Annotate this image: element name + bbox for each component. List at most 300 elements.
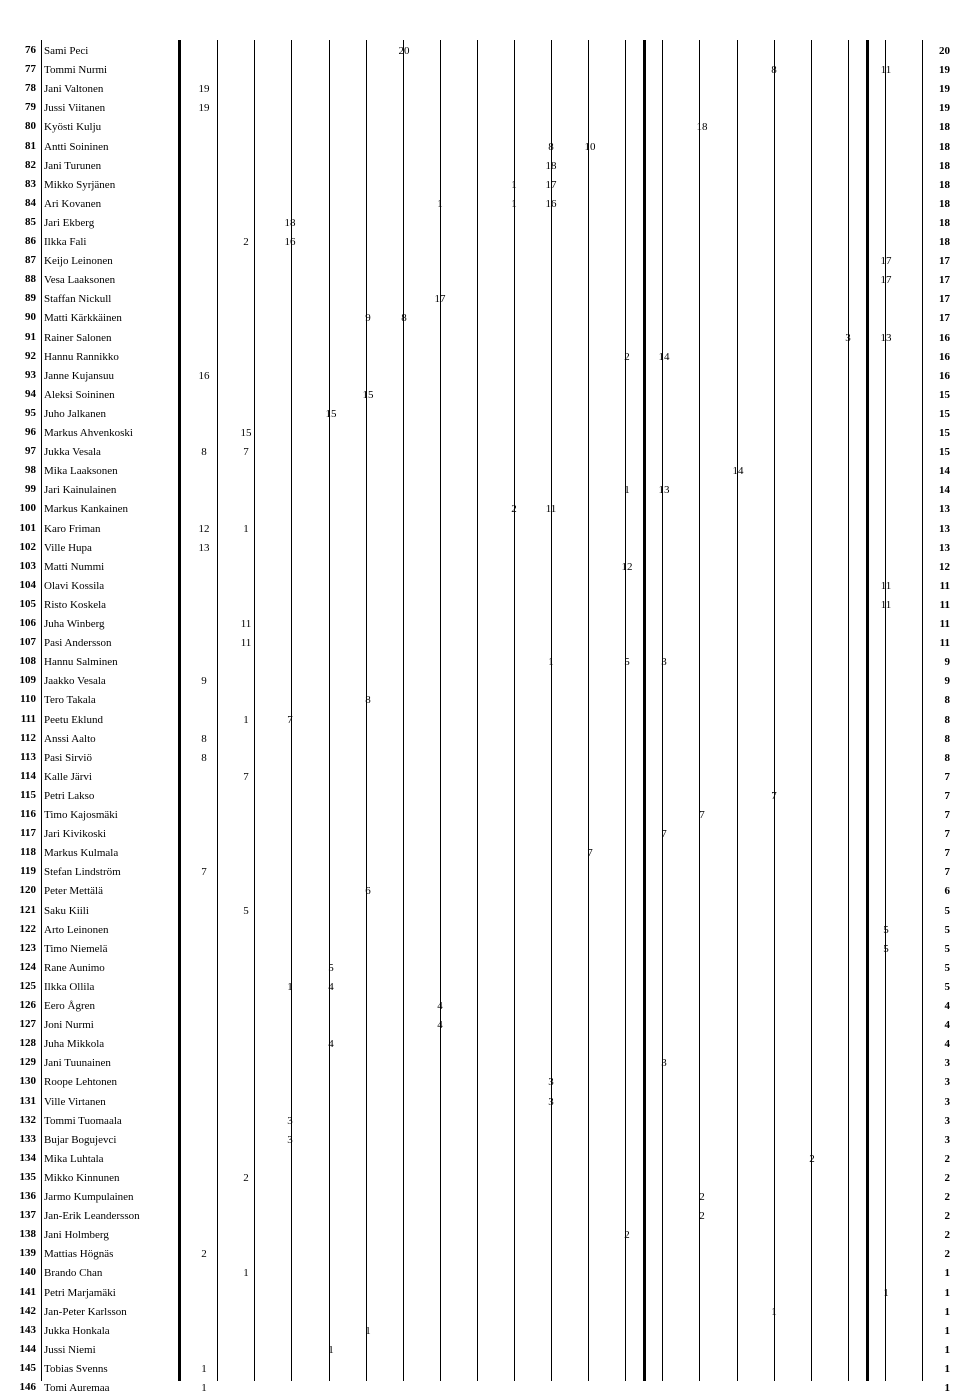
grid-line-thick xyxy=(178,40,181,1381)
grid-line-thick xyxy=(866,40,869,1381)
player-name: Kyösti Kulju xyxy=(44,121,102,134)
grid-line xyxy=(885,40,886,1381)
rank-number: 91 xyxy=(25,330,36,343)
rank-number: 129 xyxy=(19,1056,36,1069)
total-points: 7 xyxy=(944,770,950,783)
total-points: 7 xyxy=(944,866,950,879)
player-name: Jani Tuunainen xyxy=(44,1057,111,1070)
points-cell: 4 xyxy=(437,1019,443,1032)
player-name: Keijo Leinonen xyxy=(44,255,113,268)
player-name: Timo Kajosmäki xyxy=(44,809,118,821)
grid-line xyxy=(440,40,441,1381)
rank-number: 84 xyxy=(25,196,36,209)
rank-number: 143 xyxy=(19,1323,36,1336)
player-name: Tommi Tuomaala xyxy=(44,1114,122,1127)
rank-number: 114 xyxy=(20,769,36,782)
total-points: 13 xyxy=(939,503,950,516)
points-cell: 4 xyxy=(328,980,334,993)
player-name: Aleksi Soininen xyxy=(44,388,115,401)
points-cell: 2 xyxy=(699,1191,705,1203)
points-cell: 8 xyxy=(548,140,554,153)
points-cell: 16 xyxy=(545,197,557,210)
player-name: Roope Lehtonen xyxy=(44,1076,118,1089)
total-points: 4 xyxy=(944,1000,950,1012)
points-cell: 19 xyxy=(198,83,210,96)
rank-number: 140 xyxy=(19,1266,36,1279)
total-points: 8 xyxy=(944,751,950,764)
rank-number: 86 xyxy=(25,235,36,247)
rank-number: 135 xyxy=(19,1170,36,1183)
points-cell: 3 xyxy=(548,1076,554,1089)
player-name: Stefan Lindström xyxy=(44,866,121,879)
points-cell: 19 xyxy=(198,102,210,115)
player-name: Ilkka Fali xyxy=(44,236,87,248)
rank-number: 120 xyxy=(19,884,36,897)
rank-number: 139 xyxy=(19,1247,36,1260)
rank-number: 118 xyxy=(20,846,36,859)
points-cell: 2 xyxy=(243,236,249,248)
player-name: Mika Luhtala xyxy=(44,1152,104,1165)
total-points: 15 xyxy=(939,427,950,439)
rank-number: 128 xyxy=(19,1037,36,1050)
player-name: Hannu Salminen xyxy=(44,656,118,669)
player-name: Juho Jalkanen xyxy=(44,407,107,420)
player-name: Jani Holmberg xyxy=(44,1229,109,1242)
points-cell: 12 xyxy=(198,522,210,535)
rank-number: 116 xyxy=(20,808,36,820)
rank-number: 121 xyxy=(19,903,36,916)
rank-number: 83 xyxy=(25,177,36,190)
rank-number: 142 xyxy=(19,1304,36,1317)
player-name: Karo Friman xyxy=(44,522,101,535)
grid-line xyxy=(551,40,552,1381)
total-points: 16 xyxy=(939,369,950,382)
total-points: 18 xyxy=(939,216,950,229)
total-points: 17 xyxy=(939,255,950,268)
points-cell: 3 xyxy=(287,1133,293,1146)
rank-number: 78 xyxy=(25,82,36,95)
rank-number: 77 xyxy=(25,63,36,76)
grid-line xyxy=(41,40,42,1381)
total-points: 12 xyxy=(939,560,950,573)
total-points: 2 xyxy=(944,1229,950,1242)
player-name: Staffan Nickull xyxy=(44,293,112,306)
total-points: 3 xyxy=(944,1076,950,1089)
rank-number: 107 xyxy=(19,636,36,649)
points-cell: 1 xyxy=(243,713,249,726)
grid-line xyxy=(403,40,404,1381)
rank-number: 115 xyxy=(20,788,36,801)
points-cell: 14 xyxy=(732,465,744,478)
points-cell: 1 xyxy=(201,1382,207,1394)
rank-number: 98 xyxy=(25,464,36,477)
points-cell: 5 xyxy=(328,961,334,974)
rank-number: 100 xyxy=(19,502,36,515)
total-points: 18 xyxy=(939,236,950,248)
total-points: 7 xyxy=(944,828,950,841)
points-cell: 5 xyxy=(624,656,630,669)
player-name: Eero Ågren xyxy=(44,1000,96,1012)
rank-number: 117 xyxy=(20,827,36,840)
total-points: 7 xyxy=(944,847,950,860)
points-cell: 2 xyxy=(243,1171,249,1184)
rank-number: 137 xyxy=(19,1209,36,1222)
rank-number: 92 xyxy=(25,349,36,362)
points-cell: 2 xyxy=(624,1229,630,1242)
rank-number: 136 xyxy=(19,1190,36,1202)
points-cell: 15 xyxy=(362,388,374,401)
player-name: Mikko Kinnunen xyxy=(44,1171,120,1184)
rank-number: 146 xyxy=(19,1381,36,1393)
points-cell: 4 xyxy=(328,1038,334,1051)
player-name: Ilkka Ollila xyxy=(44,980,95,993)
grid-line xyxy=(848,40,849,1381)
total-points: 18 xyxy=(939,159,950,172)
total-points: 9 xyxy=(944,675,950,688)
player-name: Jari Kainulainen xyxy=(44,484,117,497)
player-name: Jukka Honkala xyxy=(44,1324,110,1337)
total-points: 1 xyxy=(944,1305,950,1318)
points-cell: 7 xyxy=(201,866,207,879)
rank-number: 124 xyxy=(19,960,36,973)
rank-number: 145 xyxy=(19,1361,36,1374)
total-points: 19 xyxy=(939,83,950,96)
points-cell: 1 xyxy=(511,197,517,210)
player-name: Juha Winberg xyxy=(44,618,105,630)
rank-number: 104 xyxy=(19,578,36,591)
player-name: Kalle Järvi xyxy=(44,770,92,783)
player-name: Ari Kovanen xyxy=(44,197,102,210)
rank-number: 76 xyxy=(25,44,36,56)
grid-line xyxy=(625,40,626,1381)
grid-line xyxy=(329,40,330,1381)
rank-number: 113 xyxy=(20,750,36,763)
rank-number: 126 xyxy=(19,999,36,1011)
points-cell: 3 xyxy=(845,331,851,344)
player-name: Ville Virtanen xyxy=(44,1095,106,1108)
total-points: 11 xyxy=(939,637,950,650)
points-cell: 16 xyxy=(198,369,210,382)
total-points: 7 xyxy=(944,789,950,802)
total-points: 1 xyxy=(944,1267,950,1280)
points-cell: 1 xyxy=(243,1267,249,1280)
points-cell: 8 xyxy=(771,64,777,77)
points-cell: 1 xyxy=(437,197,443,210)
points-cell: 15 xyxy=(325,407,337,420)
player-name: Jani Valtonen xyxy=(44,83,104,96)
rank-number: 125 xyxy=(19,979,36,992)
points-cell: 2 xyxy=(809,1152,815,1165)
total-points: 11 xyxy=(939,579,950,592)
rank-number: 110 xyxy=(20,693,36,706)
player-name: Markus Ahvenkoski xyxy=(44,427,133,439)
rank-number: 101 xyxy=(19,521,36,534)
rank-number: 123 xyxy=(19,941,36,954)
rank-number: 108 xyxy=(19,655,36,668)
rank-number: 95 xyxy=(25,406,36,419)
points-cell: 5 xyxy=(883,923,889,936)
grid-line xyxy=(699,40,700,1381)
points-cell: 4 xyxy=(437,1000,443,1012)
points-cell: 18 xyxy=(284,216,296,229)
total-points: 1 xyxy=(944,1286,950,1299)
points-cell: 1 xyxy=(883,1286,889,1299)
player-name: Olavi Kossila xyxy=(44,579,105,592)
player-name: Tero Takala xyxy=(44,694,96,707)
points-cell: 1 xyxy=(287,980,293,993)
rank-number: 109 xyxy=(19,674,36,687)
rank-number: 132 xyxy=(19,1113,36,1126)
points-cell: 2 xyxy=(511,503,517,516)
total-points: 13 xyxy=(939,522,950,535)
grid-line-thick xyxy=(643,40,646,1381)
total-points: 2 xyxy=(944,1191,950,1203)
player-name: Markus Kankainen xyxy=(44,503,129,516)
total-points: 1 xyxy=(944,1324,950,1337)
player-name: Pasi Sirviö xyxy=(44,751,92,764)
grid-line xyxy=(217,40,218,1381)
player-name: Arto Leinonen xyxy=(44,923,109,936)
player-name: Peter Mettälä xyxy=(44,885,103,898)
points-cell: 1 xyxy=(548,656,554,669)
grid-line xyxy=(737,40,738,1381)
points-cell: 17 xyxy=(434,293,446,306)
total-points: 2 xyxy=(944,1248,950,1261)
total-points: 3 xyxy=(944,1114,950,1127)
rank-number: 127 xyxy=(19,1018,36,1031)
points-cell: 7 xyxy=(699,809,705,821)
rank-number: 99 xyxy=(25,483,36,496)
player-name: Brando Chan xyxy=(44,1267,103,1280)
points-cell: 1 xyxy=(511,178,517,191)
rank-number: 88 xyxy=(25,273,36,286)
points-cell: 1 xyxy=(365,1324,371,1337)
total-points: 6 xyxy=(944,885,950,898)
grid-line xyxy=(774,40,775,1381)
total-points: 16 xyxy=(939,350,950,363)
total-points: 14 xyxy=(939,465,950,478)
total-points: 4 xyxy=(944,1019,950,1032)
rank-number: 130 xyxy=(19,1075,36,1088)
total-points: 17 xyxy=(939,293,950,306)
total-points: 15 xyxy=(939,446,950,459)
player-name: Mika Laaksonen xyxy=(44,465,118,478)
points-cell: 12 xyxy=(621,560,633,573)
total-points: 17 xyxy=(939,274,950,287)
rank-number: 82 xyxy=(25,158,36,171)
points-cell: 11 xyxy=(240,637,252,650)
rank-number: 119 xyxy=(20,865,36,878)
points-cell: 18 xyxy=(545,159,557,172)
total-points: 1 xyxy=(944,1382,950,1394)
total-points: 15 xyxy=(939,388,950,401)
player-name: Antti Soininen xyxy=(44,140,109,153)
points-cell: 8 xyxy=(201,751,207,764)
player-name: Mikko Syrjänen xyxy=(44,178,116,191)
total-points: 16 xyxy=(939,331,950,344)
total-points: 2 xyxy=(944,1210,950,1223)
total-points: 20 xyxy=(939,45,950,57)
points-cell: 1 xyxy=(201,1362,207,1375)
points-cell: 7 xyxy=(771,789,777,802)
player-name: Jani Turunen xyxy=(44,159,102,172)
total-points: 9 xyxy=(944,656,950,669)
total-points: 1 xyxy=(944,1343,950,1356)
rank-number: 102 xyxy=(19,540,36,553)
rank-number: 144 xyxy=(19,1342,36,1355)
total-points: 18 xyxy=(939,197,950,210)
rank-number: 134 xyxy=(19,1151,36,1164)
total-points: 18 xyxy=(939,121,950,134)
player-name: Petri Lakso xyxy=(44,789,95,802)
total-points: 18 xyxy=(939,178,950,191)
player-name: Jan-Peter Karlsson xyxy=(44,1305,127,1318)
player-name: Matti Nummi xyxy=(44,560,105,573)
points-cell: 7 xyxy=(587,847,593,860)
player-name: Jaakko Vesala xyxy=(44,675,106,688)
player-name: Petri Marjamäki xyxy=(44,1286,116,1299)
total-points: 8 xyxy=(944,732,950,745)
points-cell: 20 xyxy=(398,45,410,57)
grid-line xyxy=(662,40,663,1381)
total-points: 15 xyxy=(939,407,950,420)
points-cell: 5 xyxy=(243,904,249,917)
grid-line xyxy=(514,40,515,1381)
grid-line xyxy=(477,40,478,1381)
total-points: 3 xyxy=(944,1057,950,1070)
points-cell: 17 xyxy=(545,178,557,191)
player-name: Jussi Viitanen xyxy=(44,102,106,115)
points-cell: 11 xyxy=(880,64,892,77)
player-name: Saku Kiili xyxy=(44,904,89,917)
points-cell: 13 xyxy=(198,541,210,554)
total-points: 11 xyxy=(939,618,950,630)
points-cell: 2 xyxy=(201,1248,207,1261)
points-cell: 15 xyxy=(240,427,252,439)
rank-number: 93 xyxy=(25,368,36,381)
total-points: 5 xyxy=(944,923,950,936)
rank-number: 131 xyxy=(19,1094,36,1107)
points-cell: 1 xyxy=(624,484,630,497)
total-points: 1 xyxy=(944,1362,950,1375)
points-cell: 8 xyxy=(201,446,207,459)
points-cell: 8 xyxy=(401,312,407,325)
total-points: 18 xyxy=(939,140,950,153)
player-name: Jussi Niemi xyxy=(44,1343,96,1356)
total-points: 3 xyxy=(944,1133,950,1146)
player-name: Markus Kulmala xyxy=(44,847,119,860)
player-name: Timo Niemelä xyxy=(44,942,108,955)
rank-number: 94 xyxy=(25,387,36,400)
player-name: Hannu Rannikko xyxy=(44,350,119,363)
total-points: 11 xyxy=(939,598,950,611)
points-cell: 8 xyxy=(365,694,371,707)
player-name: Pasi Andersson xyxy=(44,637,112,650)
rank-number: 81 xyxy=(25,139,36,152)
rank-number: 87 xyxy=(25,254,36,267)
points-cell: 11 xyxy=(240,618,252,630)
points-cell: 1 xyxy=(328,1343,334,1356)
total-points: 2 xyxy=(944,1152,950,1165)
rank-number: 141 xyxy=(19,1285,36,1298)
grid-line xyxy=(588,40,589,1381)
player-name: Tobias Svenns xyxy=(44,1362,108,1375)
player-name: Jarmo Kumpulainen xyxy=(44,1191,134,1203)
points-cell: 17 xyxy=(880,274,892,287)
points-cell: 10 xyxy=(584,140,596,153)
player-name: Risto Koskela xyxy=(44,598,107,611)
player-name: Rane Aunimo xyxy=(44,961,105,974)
player-name: Peetu Eklund xyxy=(44,713,103,726)
rank-number: 96 xyxy=(25,426,36,438)
player-name: Matti Kärkkäinen xyxy=(44,312,122,325)
player-name: Tomi Auremaa xyxy=(44,1382,110,1394)
player-name: Sami Peci xyxy=(44,45,89,57)
total-points: 19 xyxy=(939,102,950,115)
player-name: Vesa Laaksonen xyxy=(44,274,116,287)
points-cell: 18 xyxy=(696,121,708,134)
points-cell: 11 xyxy=(880,579,892,592)
points-cell: 7 xyxy=(243,446,249,459)
points-cell: 2 xyxy=(624,350,630,363)
rank-number: 105 xyxy=(19,597,36,610)
points-cell: 11 xyxy=(880,598,892,611)
points-cell: 13 xyxy=(658,484,670,497)
total-points: 5 xyxy=(944,942,950,955)
grid-line xyxy=(811,40,812,1381)
player-name: Tommi Nurmi xyxy=(44,64,108,77)
total-points: 5 xyxy=(944,904,950,917)
player-name: Mattias Högnäs xyxy=(44,1248,114,1261)
rank-number: 111 xyxy=(20,712,36,725)
total-points: 5 xyxy=(944,961,950,974)
player-name: Janne Kujansuu xyxy=(44,369,114,382)
points-cell: 9 xyxy=(201,675,207,688)
points-cell: 16 xyxy=(284,236,296,248)
total-points: 4 xyxy=(944,1038,950,1051)
rank-number: 97 xyxy=(25,445,36,458)
points-cell: 2 xyxy=(699,1210,705,1223)
player-name: Jari Kivikoski xyxy=(44,828,107,841)
points-cell: 7 xyxy=(661,828,667,841)
player-name: Juha Mikkola xyxy=(44,1038,105,1051)
points-cell: 11 xyxy=(545,503,557,516)
total-points: 14 xyxy=(939,484,950,497)
player-name: Bujar Bogujevci xyxy=(44,1133,117,1146)
total-points: 13 xyxy=(939,541,950,554)
points-cell: 5 xyxy=(883,942,889,955)
points-cell: 8 xyxy=(201,732,207,745)
points-cell: 6 xyxy=(365,885,371,898)
points-cell: 3 xyxy=(661,656,667,669)
total-points: 2 xyxy=(944,1171,950,1184)
points-cell: 3 xyxy=(661,1057,667,1070)
player-name: Anssi Aalto xyxy=(44,732,96,745)
rank-number: 103 xyxy=(19,559,36,572)
rank-number: 122 xyxy=(19,922,36,935)
points-cell: 17 xyxy=(880,255,892,268)
points-cell: 7 xyxy=(287,713,293,726)
points-cell: 14 xyxy=(658,350,670,363)
points-cell: 7 xyxy=(243,770,249,783)
points-cell: 3 xyxy=(548,1095,554,1108)
rank-number: 80 xyxy=(25,120,36,133)
total-points: 8 xyxy=(944,713,950,726)
total-points: 17 xyxy=(939,312,950,325)
total-points: 5 xyxy=(944,980,950,993)
player-name: Joni Nurmi xyxy=(44,1019,94,1032)
total-points: 7 xyxy=(944,809,950,821)
